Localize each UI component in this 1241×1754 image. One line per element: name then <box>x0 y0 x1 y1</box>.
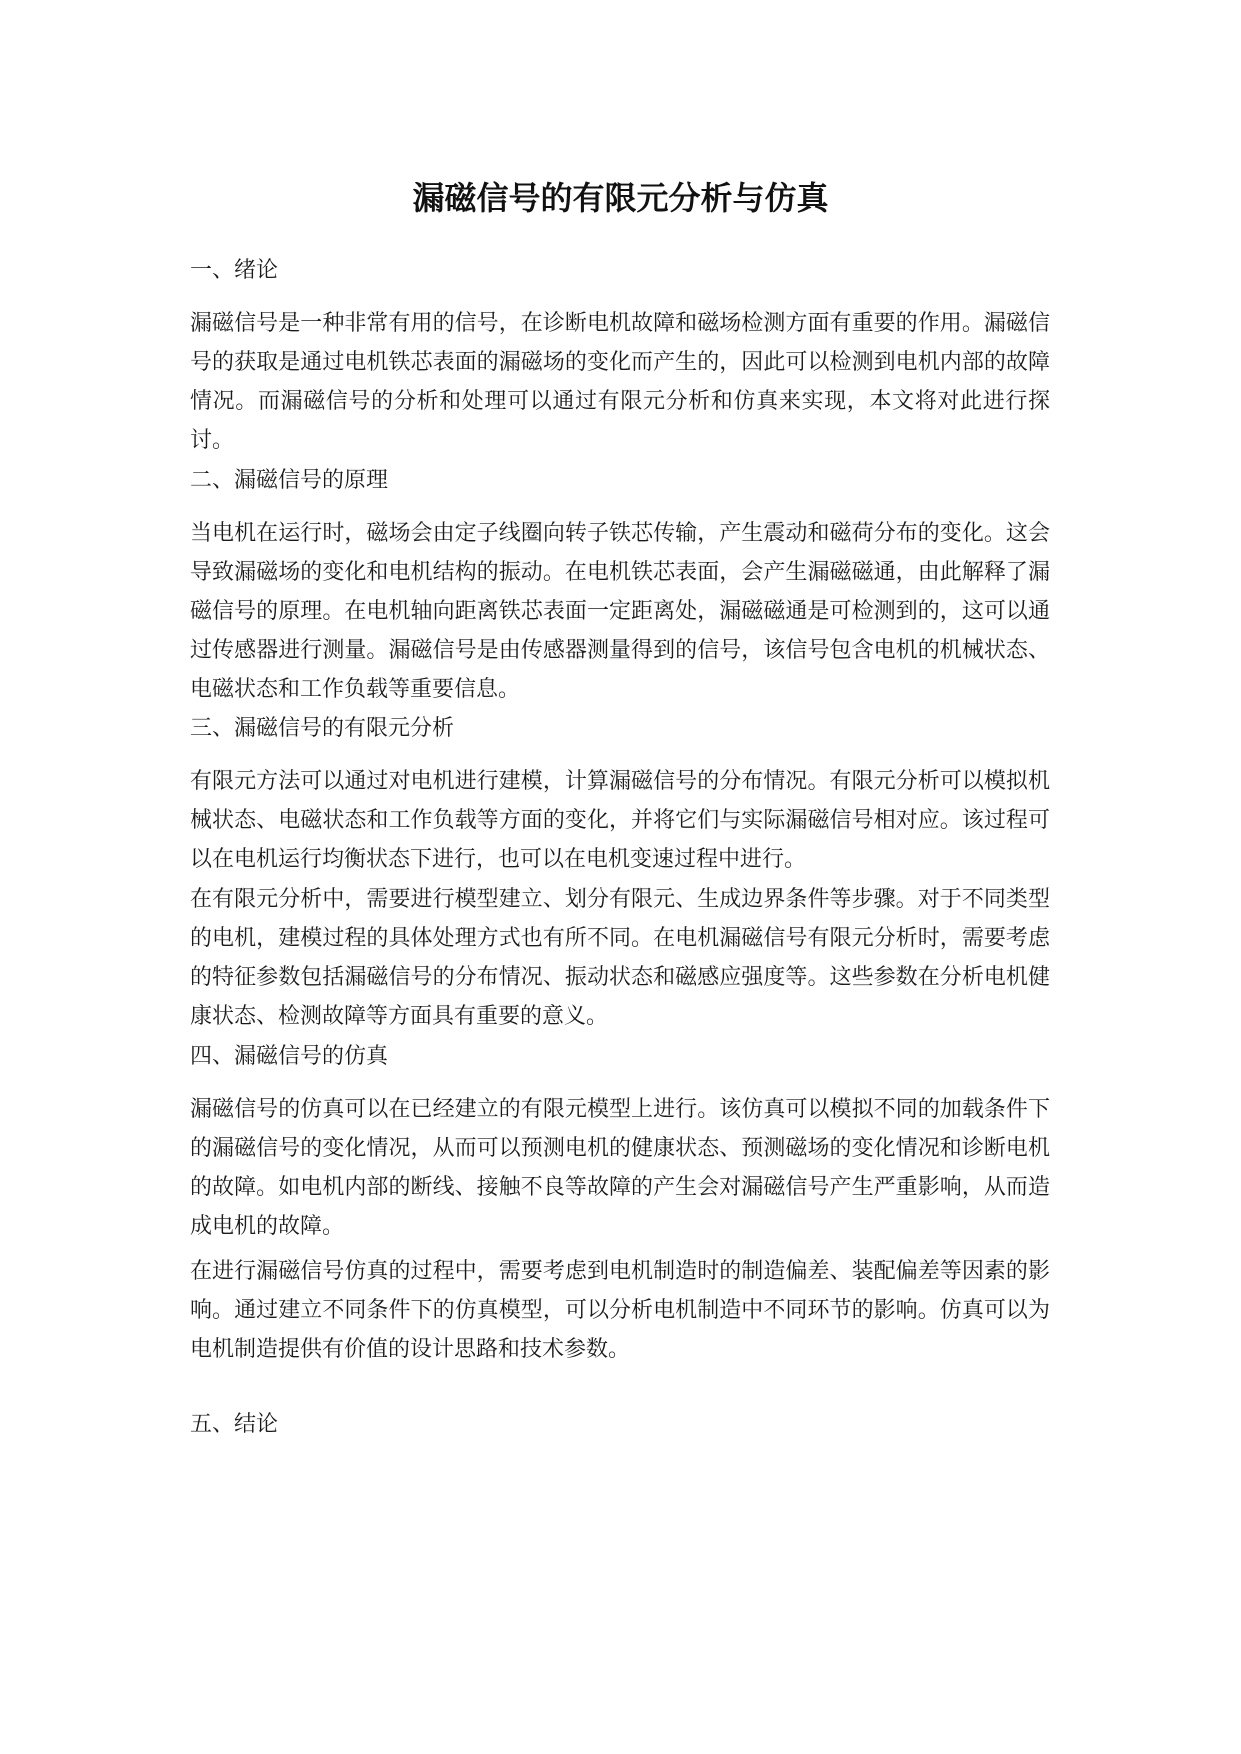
paragraph-simulation-1: 漏磁信号的仿真可以在已经建立的有限元模型上进行。该仿真可以模拟不同的加载条件下的漏磁信号的变化情况，从而可以预测电机的健康状态、预测磁场的变化情况和诊断电机的故障。如电机内部的断线、接触不良等故障的产生会对漏磁信号产生严重影响，从而造成电机的故障。 <box>190 1097 1050 1239</box>
section-heading-simulation: 四、漏磁信号的仿真 <box>190 1044 389 1069</box>
paragraph-introduction: 漏磁信号是一种非常有用的信号，在诊断电机故障和磁场检测方面有重要的作用。漏磁信号的获取是通过电机铁芯表面的漏磁场的变化而产生的，因此可以检测到电机内部的故障情况。而漏磁信号的分析和处理可以通过有限元分析和仿真来实现，本文将对此进行探讨。 <box>190 311 1050 453</box>
document-title: 漏磁信号的有限元分析与仿真 <box>412 179 829 217</box>
section-heading-introduction: 一、绪论 <box>190 258 279 283</box>
paragraph-fea-1: 有限元方法可以通过对电机进行建模，计算漏磁信号的分布情况。有限元分析可以模拟机械状态、电磁状态和工作负载等方面的变化，并将它们与实际漏磁信号相对应。该过程可以在电机运行均衡状态下进行，也可以在电机变速过程中进行。 <box>190 769 1050 872</box>
paragraph-principle: 当电机在运行时，磁场会由定子线圈向转子铁芯传输，产生震动和磁荷分布的变化。这会导致漏磁场的变化和电机结构的振动。在电机铁芯表面，会产生漏磁磁通，由此解释了漏磁信号的原理。在电机轴向距离铁芯表面一定距离处，漏磁磁通是可检测到的，这可以通过传感器进行测量。漏磁信号是由传感器测量得到的信号，该信号包含电机的机械状态、电磁状态和工作负载等重要信息。 <box>190 521 1050 702</box>
paragraph-simulation-2: 在进行漏磁信号仿真的过程中，需要考虑到电机制造时的制造偏差、装配偏差等因素的影响。通过建立不同条件下的仿真模型，可以分析电机制造中不同环节的影响。仿真可以为电机制造提供有价值的设计思路和技术参数。 <box>190 1259 1050 1362</box>
section-heading-principle: 二、漏磁信号的原理 <box>190 468 389 493</box>
section-heading-fea: 三、漏磁信号的有限元分析 <box>190 716 455 741</box>
paragraph-fea-2: 在有限元分析中，需要进行模型建立、划分有限元、生成边界条件等步骤。对于不同类型的电机，建模过程的具体处理方式也有所不同。在电机漏磁信号有限元分析时，需要考虑的特征参数包括漏磁信号的分布情况、振动状态和磁感应强度等。这些参数在分析电机健康状态、检测故障等方面具有重要的意义。 <box>190 887 1050 1029</box>
section-heading-conclusion: 五、结论 <box>190 1412 279 1437</box>
